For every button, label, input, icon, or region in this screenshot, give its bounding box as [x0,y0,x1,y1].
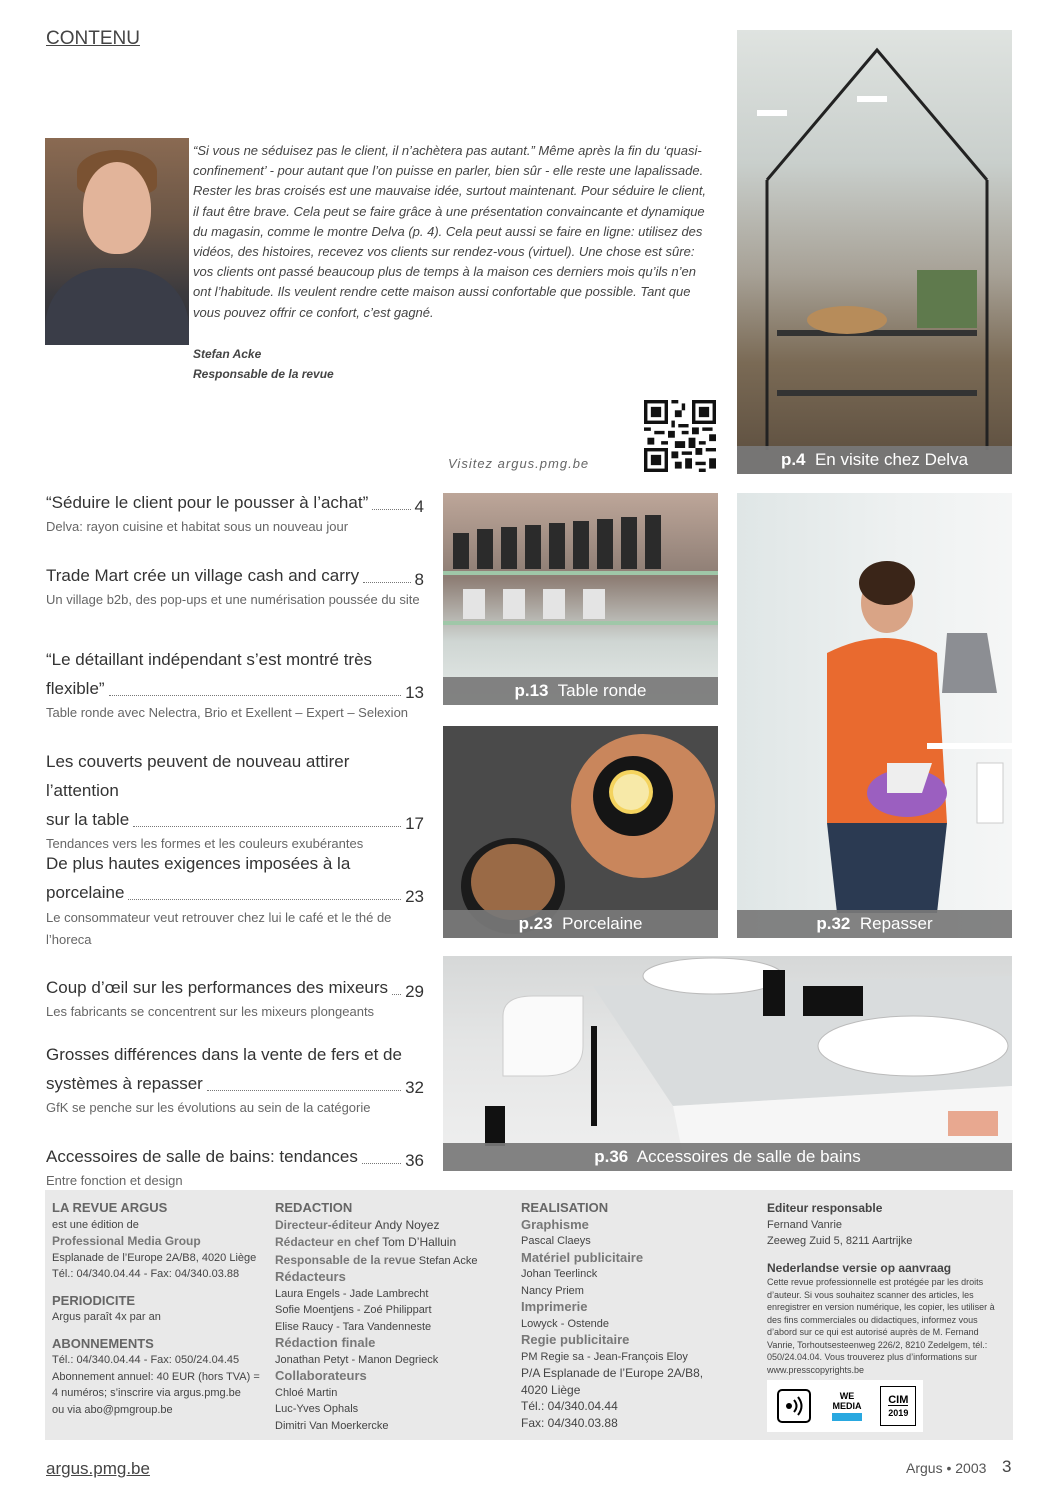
sound-logo-icon [774,1386,814,1426]
toc-title-line1: Grosses différences dans la vente de fers et de [46,1045,402,1064]
text-line: Lowyck - Ostende [521,1317,610,1330]
toc-page: 13 [405,683,424,702]
text-line: Sofie Moentjens - Zoé Philippart [275,1304,432,1316]
toc-title: “Séduire le client pour le pousser à l’achat” [46,493,369,512]
heading: Collaborateurs [275,1368,367,1383]
toc-entry-8[interactable] [46,1142,424,1191]
text-line: Zeeweg Zuid 5, 8211 Aartrijke [767,1235,913,1247]
toc-page: 4 [414,497,424,516]
heading: Editeur responsable [767,1201,883,1215]
toc-page: 32 [405,1078,424,1097]
toc-title: Trade Mart crée un village cash and carry [46,566,360,585]
heading: ABONNEMENTS [52,1335,154,1351]
editorial-signature [193,344,334,384]
heading: Matériel publicitaire [521,1249,644,1265]
heading: Rédaction finale [275,1335,376,1350]
toc-subtitle: GfK se penche sur les évolutions au sein de la catégorie [46,1100,371,1115]
heading: Imprimerie [521,1299,588,1314]
photo-delva-store[interactable] [737,30,1012,474]
toc-entry-1[interactable] [46,488,424,537]
toc-page: 29 [405,982,424,1001]
partner-logos [767,1380,923,1432]
text-line: Chloé Martin [275,1386,338,1399]
toc-subtitle: Delva: rayon cuisine et habitat sous un nouveau jour [46,519,349,534]
page-number: 3 [1002,1457,1012,1476]
caption-p23: p.23 Porcelaine [443,910,718,938]
text-line: Esplanade de l’Europe 2A/B8, 4020 Liège [52,1251,257,1264]
caption-p13: p.13 Table ronde [443,677,718,705]
caption-p32: p.32 Repasser [737,910,1012,938]
toc-subtitle: Entre fonction et design [46,1173,183,1188]
heading: Rédacteurs [275,1269,346,1284]
colophon-col-realisation [521,1200,751,1431]
toc-page: 36 [405,1151,424,1170]
text-line: P/A Esplanade de l’Europe 2A/B8, [521,1366,704,1380]
toc-subtitle: Un village b2b, des pop-ups et une numérisation poussée du site [46,592,420,607]
toc-page: 8 [414,570,424,589]
text-line: PM Regie sa - Jean-François Eloy [521,1350,688,1363]
text-line: Luc-Yves Ophals [275,1403,359,1415]
text-line: Laura Engels - Jade Lambrecht [275,1287,429,1300]
text-line: Fernand Vanrie [767,1218,843,1231]
heading: Regie publicitaire [521,1332,630,1347]
heading: REALISATION [521,1200,609,1215]
caption-p4: p.4 En visite chez Delva [737,446,1012,474]
heading: REDACTION [275,1200,353,1215]
toc-subtitle: Table ronde avec Nelectra, Brio et Exellent – Expert – Selexion [46,705,409,720]
toc-entry-6[interactable] [46,973,424,1022]
toc-title-line2: porcelaine [46,883,125,902]
role-label: Rédacteur en chef [275,1235,380,1249]
role-label: Responsable de la revue [275,1252,416,1267]
toc-title-line2: systèmes à repasser [46,1074,203,1093]
page-title: CONTENU [46,28,140,49]
website-link[interactable]: argus.pmg.be [46,1459,150,1478]
text-line: 4 numéros; s’inscrire via argus.pmg.be [52,1387,241,1399]
toc-title-line1: De plus hautes exigences imposées à la [46,854,351,873]
text-line: Tél.: 04/340.04.44 - Fax: 04/340.03.88 [52,1268,240,1280]
text-line: Argus paraît 4x par an [52,1311,161,1323]
toc-entry-4[interactable] [46,747,424,854]
colophon-col-editor [767,1200,1007,1376]
toc-subtitle: Tendances vers les formes et les couleurs exubérantes [46,836,364,851]
photo-repasser[interactable] [737,493,1012,938]
toc-title-line2: sur la table [46,810,130,829]
toc-title-line2: flexible” [46,679,105,698]
text-line: Elise Raucy - Tara Vandenneste [275,1320,432,1333]
copyright-text: Cette revue professionnelle est protégée par les droits d’auteur. Si vous souhaitez scanner des articles, les enregistrer en version numérique, les copier, les utiliser à des fins commerciales ou didactiques, informez vous d’abord sur ce qui est autorisé auprès de M. Fernand Vanrie, Torhoutsesteenweg 226/2, 8210 Zedelgem, tél.: 050/24.04.04. Vous trouverez plus d’informations sur www.presscopyrights.be [767,1277,995,1375]
text-line: Tél.: 04/340.04.44 - Fax: 050/24.04.45 [52,1354,240,1366]
toc-subtitle: Le consommateur veut retrouver chez lui le café et le thé de l’horeca [46,910,392,947]
visit-website[interactable]: Visitez argus.pmg.be [448,456,590,471]
toc-entry-5[interactable] [46,849,424,951]
text-line: Professional Media Group [52,1234,201,1248]
toc-entry-2[interactable] [46,561,424,610]
photo-salle-de-bains[interactable] [443,956,1012,1171]
author-portrait [45,138,189,345]
colophon-col-redaction [275,1200,505,1434]
toc-title-line1: “Le détaillant indépendant s’est montré très [46,650,373,669]
author-name: Stefan Acke [193,347,262,361]
issue-label: Argus • 2003 [906,1460,987,1476]
photo-table-ronde[interactable] [443,493,718,705]
toc-title: Accessoires de salle de bains: tendances [46,1147,358,1166]
editorial-text: “Si vous ne séduisez pas le client, il n’achètera pas autant.” Même après la fin du ‘quasi-confinement’ - pour autant que l’on puisse en parler, bien sûr - elle reste une lapalissade. Rester les bras croisés est une mauvaise idée, surtout maintenant. Pour séduire le client, il faut être brave. Cela peut se faire grâce à une présentation convaincante et dynamique du magasin, comme le montre Delva (p. 4). Cela peut aussi se faire en ligne: utilisez des vidéos, des histoires, recevez vos clients sur rendez-vous (virtuel). Une chose est sûre: vos clients ont passé beaucoup plus de temps à la maison ces derniers mois qu’ils n’en ont l’habitude. Ils veulent rendre cette maison aussi confortable que possible. Tant que vous pouvez offrir ce confort, c’est gagné. [193,143,707,320]
toc-subtitle: Les fabricants se concentrent sur les mixeurs plongeants [46,1004,375,1019]
author-role: Responsable de la revue [193,367,334,381]
email-link[interactable]: ou via abo@pmgroup.be [52,1403,173,1416]
colophon-col-publisher [52,1200,267,1418]
text-line: Pascal Claeys [521,1235,591,1247]
colophon [45,1190,1013,1440]
heading: PERIODICITE [52,1292,136,1308]
heading: LA REVUE ARGUS [52,1200,168,1215]
text-line: Johan Teerlinck [521,1268,598,1280]
heading: Graphisme [521,1216,589,1232]
photo-porcelaine[interactable] [443,726,718,938]
role-label: Directeur-éditeur [275,1217,372,1232]
toc-entry-3[interactable] [46,645,424,723]
toc-entry-7[interactable] [46,1040,424,1118]
role-value: Tom D’Halluin [382,1235,457,1249]
text-line: Abonnement annuel: 40 EUR (hors TVA) = [52,1370,260,1383]
toc-page: 17 [405,814,424,833]
toc-title-line1: Les couverts peuvent de nouveau attirer l’attention [46,752,350,800]
cim-logo: CIM 2019 [880,1386,916,1426]
role-value: Stefan Acke [418,1254,478,1267]
text-line: est une édition de [52,1218,139,1231]
text-line: Tél.: 04/340.04.44 [521,1399,618,1413]
text-line: 4020 Liège [521,1382,581,1397]
we-media-logo: WE MEDIA [827,1386,867,1426]
caption-p36: p.36 Accessoires de salle de bains [443,1143,1012,1171]
toc-title: Coup d’œil sur les performances des mixeurs [46,978,389,997]
text-line: Nancy Priem [521,1284,584,1297]
heading: Nederlandse versie op aanvraag [767,1260,952,1275]
toc-page: 23 [405,887,424,906]
qr-code-icon[interactable] [644,400,716,472]
text-line: Fax: 04/340.03.88 [521,1415,618,1430]
role-value: Andy Noyez [374,1217,440,1232]
text-line: Dimitri Van Moerkercke [275,1419,389,1432]
text-line: Jonathan Petyt - Manon Degrieck [275,1353,439,1366]
